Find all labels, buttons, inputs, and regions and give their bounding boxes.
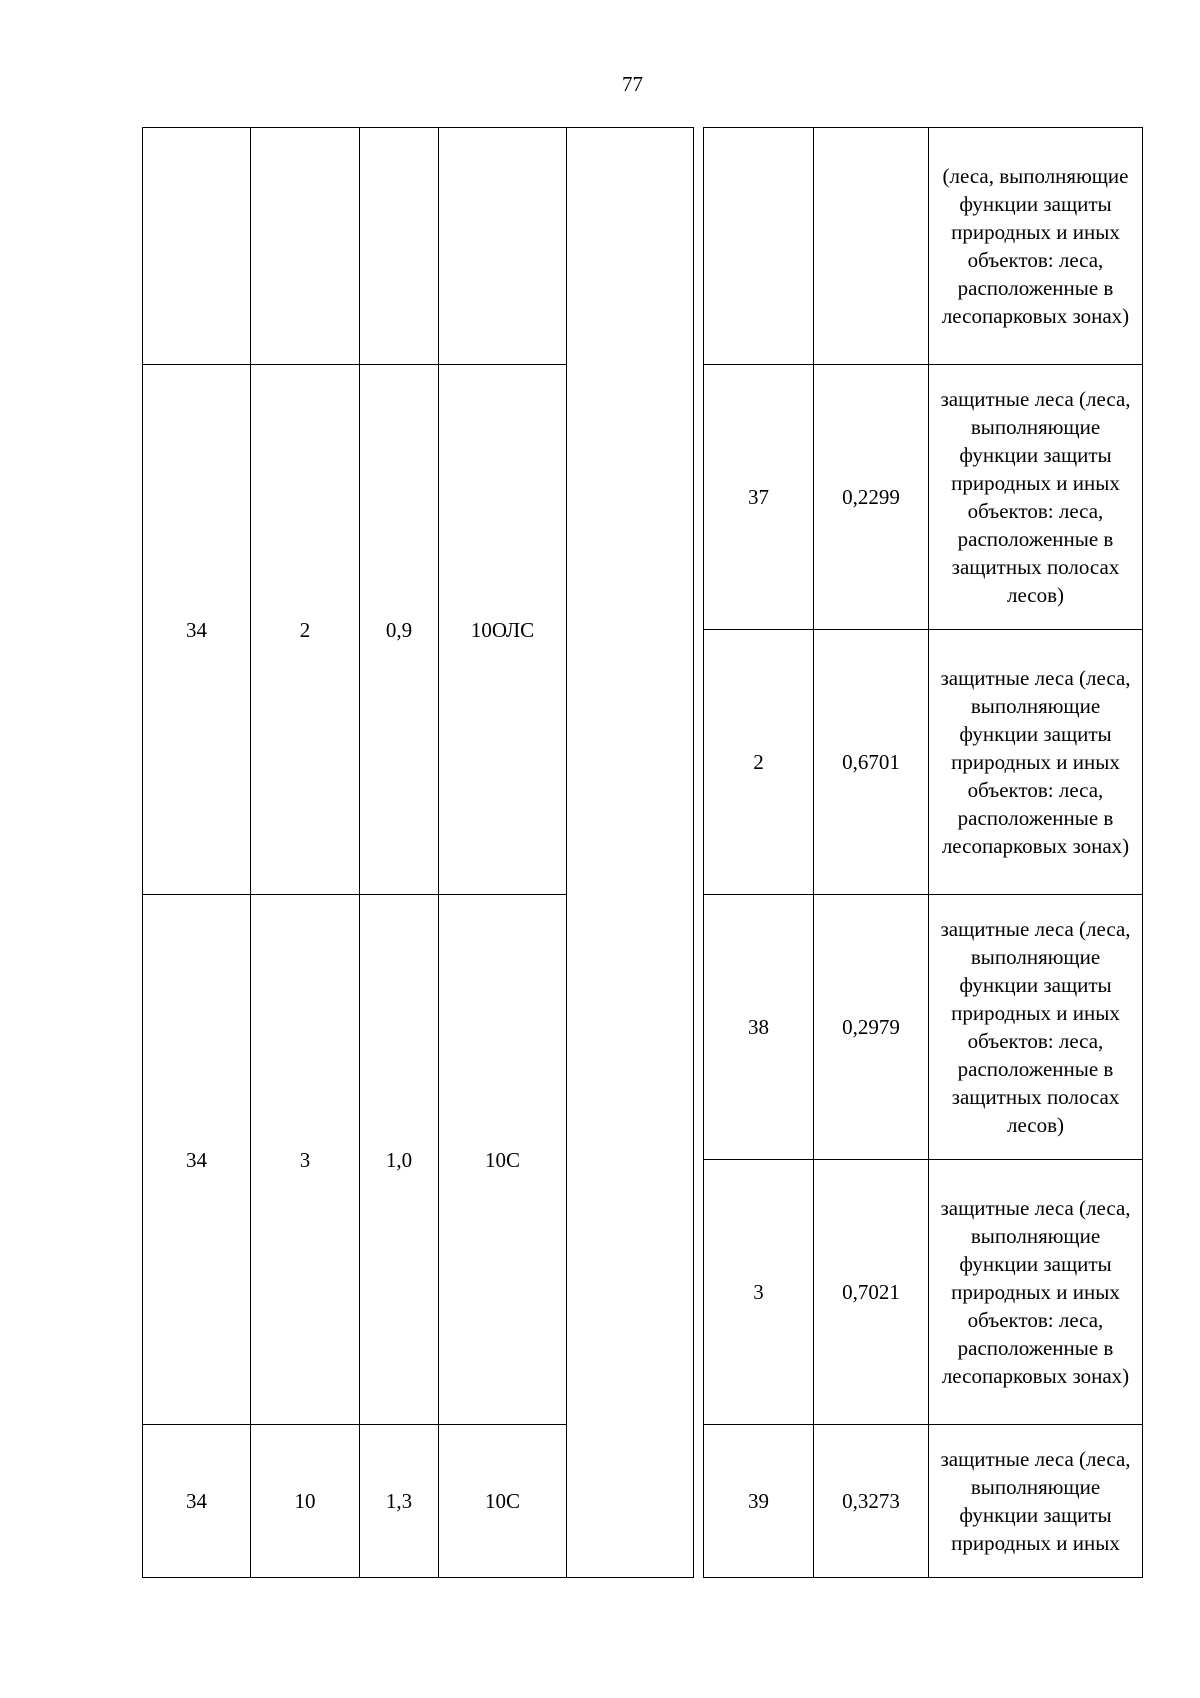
cell-kvartal	[143, 128, 251, 365]
cell-number: 37	[704, 365, 814, 630]
cell-area	[360, 128, 439, 365]
cell-number: 38	[704, 895, 814, 1160]
cell-composition: 10С	[439, 895, 567, 1425]
cell-vydel: 3	[251, 895, 360, 1425]
cell-description: защитные леса (леса, выполняющие функции защиты природных и иных объектов: леса, расположенные в защитных полосах лесов)	[929, 365, 1143, 630]
cell-description: защитные леса (леса, выполняющие функции защиты природных и иных объектов: леса, расположенные в защитных полосах лесов)	[929, 895, 1143, 1160]
cell-description: защитные леса (леса, выполняющие функции защиты природных и иных	[929, 1425, 1143, 1578]
cell-sub-area	[814, 128, 929, 365]
cell-number	[704, 128, 814, 365]
cell-kvartal: 34	[143, 365, 251, 895]
cell-vydel: 10	[251, 1425, 360, 1578]
cell-composition	[439, 128, 567, 365]
cell-vydel	[251, 128, 360, 365]
page-number: 77	[622, 72, 643, 96]
cell-vydel: 2	[251, 365, 360, 895]
cell-number: 2	[704, 630, 814, 895]
cell-number: 39	[704, 1425, 814, 1578]
cell-sub-area: 0,2979	[814, 895, 929, 1160]
cell-description: (леса, выполняющие функции защиты природных и иных объектов: леса, расположенные в лесопарковых зонах)	[929, 128, 1143, 365]
column-gap	[694, 128, 704, 1578]
cell-area: 1,3	[360, 1425, 439, 1578]
cell-area: 0,9	[360, 365, 439, 895]
cell-kvartal: 34	[143, 895, 251, 1425]
cell-composition: 10С	[439, 1425, 567, 1578]
forest-plots-table	[142, 127, 1143, 1578]
cell-area: 1,0	[360, 895, 439, 1425]
cell-kvartal: 34	[143, 1425, 251, 1578]
table-row	[143, 128, 1143, 365]
cell-composition: 10ОЛС	[439, 365, 567, 895]
cell-description: защитные леса (леса, выполняющие функции защиты природных и иных объектов: леса, расположенные в лесопарковых зонах)	[929, 1160, 1143, 1425]
cell-sub-area: 0,3273	[814, 1425, 929, 1578]
cell-number: 3	[704, 1160, 814, 1425]
cell-sub-area: 0,7021	[814, 1160, 929, 1425]
cell-description: защитные леса (леса, выполняющие функции защиты природных и иных объектов: леса, расположенные в лесопарковых зонах)	[929, 630, 1143, 895]
cell-sub-area: 0,6701	[814, 630, 929, 895]
cell-merged-column	[567, 128, 694, 1578]
cell-sub-area: 0,2299	[814, 365, 929, 630]
